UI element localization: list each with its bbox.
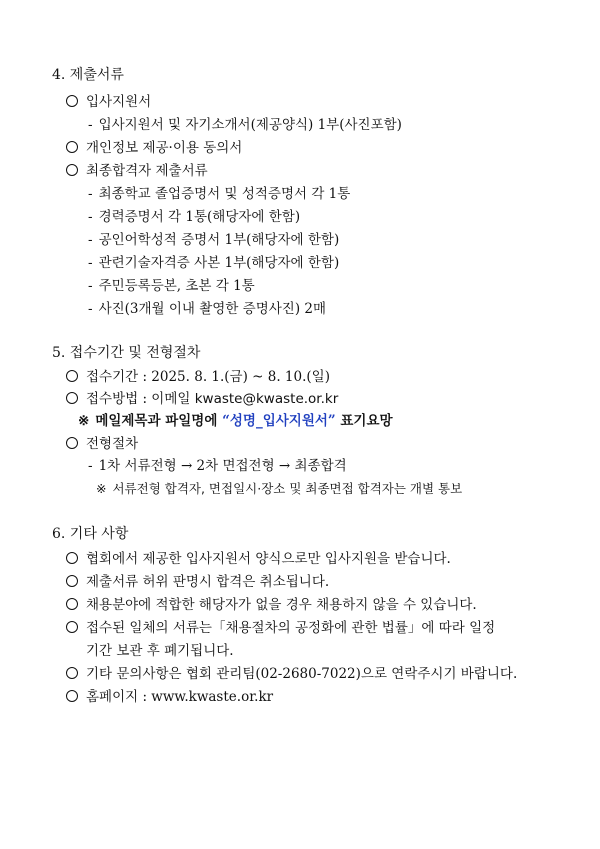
email-link[interactable]: kwaste@kwaste.or.kr <box>194 391 339 407</box>
circle-bullet-icon <box>66 552 78 564</box>
circle-bullet-icon <box>66 141 78 153</box>
list-item: 협회에서 제공한 입사지원서 양식으로만 입사지원을 받습니다. <box>66 550 451 568</box>
note-mark: ※ <box>78 413 90 429</box>
section-4-title: 4. 제출서류 <box>52 67 124 83</box>
list-item: - 경력증명서 각 1통(해당자에 한함) <box>88 209 301 225</box>
circle-bullet-icon <box>66 598 78 610</box>
circle-bullet-icon <box>66 690 78 702</box>
list-item: 채용분야에 적합한 해당자가 없을 경우 채용하지 않을 수 있습니다. <box>66 596 477 614</box>
circle-bullet-icon <box>66 621 78 633</box>
method-item: 접수방법 : 이메일 kwaste@kwaste.or.kr <box>66 390 338 408</box>
circle-bullet-icon <box>66 437 78 449</box>
list-item-continuation: 기간 보관 후 폐기됩니다. <box>86 643 234 659</box>
dash-bullet-icon: - <box>88 458 93 474</box>
email-note: ※ 메일제목과 파일명에 “성명_입사지원서” 표기요망 <box>78 413 393 429</box>
list-item: 최종합격자 제출서류 <box>66 162 208 180</box>
list-item: - 입사지원서 및 자기소개서(제공양식) 1부(사진포함) <box>88 117 402 133</box>
section-5-title: 5. 접수기간 및 전형절차 <box>52 345 201 361</box>
circle-bullet-icon <box>66 667 78 679</box>
circle-bullet-icon <box>66 392 78 404</box>
list-item: - 공인어학성적 증명서 1부(해당자에 한함) <box>88 232 340 248</box>
dash-bullet-icon: - <box>88 186 93 202</box>
period-item: 접수기간 : 2025. 8. 1.(금) ~ 8. 10.(일) <box>66 368 330 386</box>
note-mark: ※ <box>96 481 107 496</box>
dash-bullet-icon: - <box>88 209 93 225</box>
list-item: 입사지원서 <box>66 93 151 111</box>
list-item: 접수된 일체의 서류는「채용절차의 공정화에 관한 법률」에 따라 일정 <box>66 619 495 637</box>
process-note: ※ 서류전형 합격자, 면접일시·장소 및 최종면접 합격자는 개별 통보 <box>96 481 463 496</box>
list-item: - 주민등록등본, 초본 각 1통 <box>88 278 255 294</box>
homepage-item <box>66 688 273 706</box>
dash-bullet-icon: - <box>88 117 93 133</box>
list-item: 기타 문의사항은 협회 관리팀(02-2680-7022)으로 연락주시기 바랍니다. <box>66 665 517 683</box>
dash-bullet-icon: - <box>88 255 93 271</box>
list-item: 개인정보 제공·이용 동의서 <box>66 139 242 157</box>
circle-bullet-icon <box>66 95 78 107</box>
circle-bullet-icon <box>66 164 78 176</box>
list-item: 제출서류 허위 판명시 합격은 취소됩니다. <box>66 573 329 591</box>
list-item: - 관련기술자격증 사본 1부(해당자에 한함) <box>88 255 340 271</box>
list-item: - 사진(3개월 이내 촬영한 증명사진) 2매 <box>88 301 327 317</box>
section-6-title: 6. 기타 사항 <box>52 526 129 542</box>
note-highlight: “성명_입사지원서” <box>222 413 336 429</box>
circle-bullet-icon <box>66 370 78 382</box>
dash-bullet-icon: - <box>88 232 93 248</box>
list-item: - 최종학교 졸업증명서 및 성적증명서 각 1통 <box>88 186 351 202</box>
homepage-link[interactable]: 홈페이지 : www.kwaste.or.kr <box>86 689 274 705</box>
dash-bullet-icon: - <box>88 301 93 317</box>
process-steps: - 1차 서류전형 → 2차 면접전형 → 최종합격 <box>88 458 347 474</box>
process-item: 전형절차 <box>66 435 138 453</box>
circle-bullet-icon <box>66 575 78 587</box>
dash-bullet-icon: - <box>88 278 93 294</box>
